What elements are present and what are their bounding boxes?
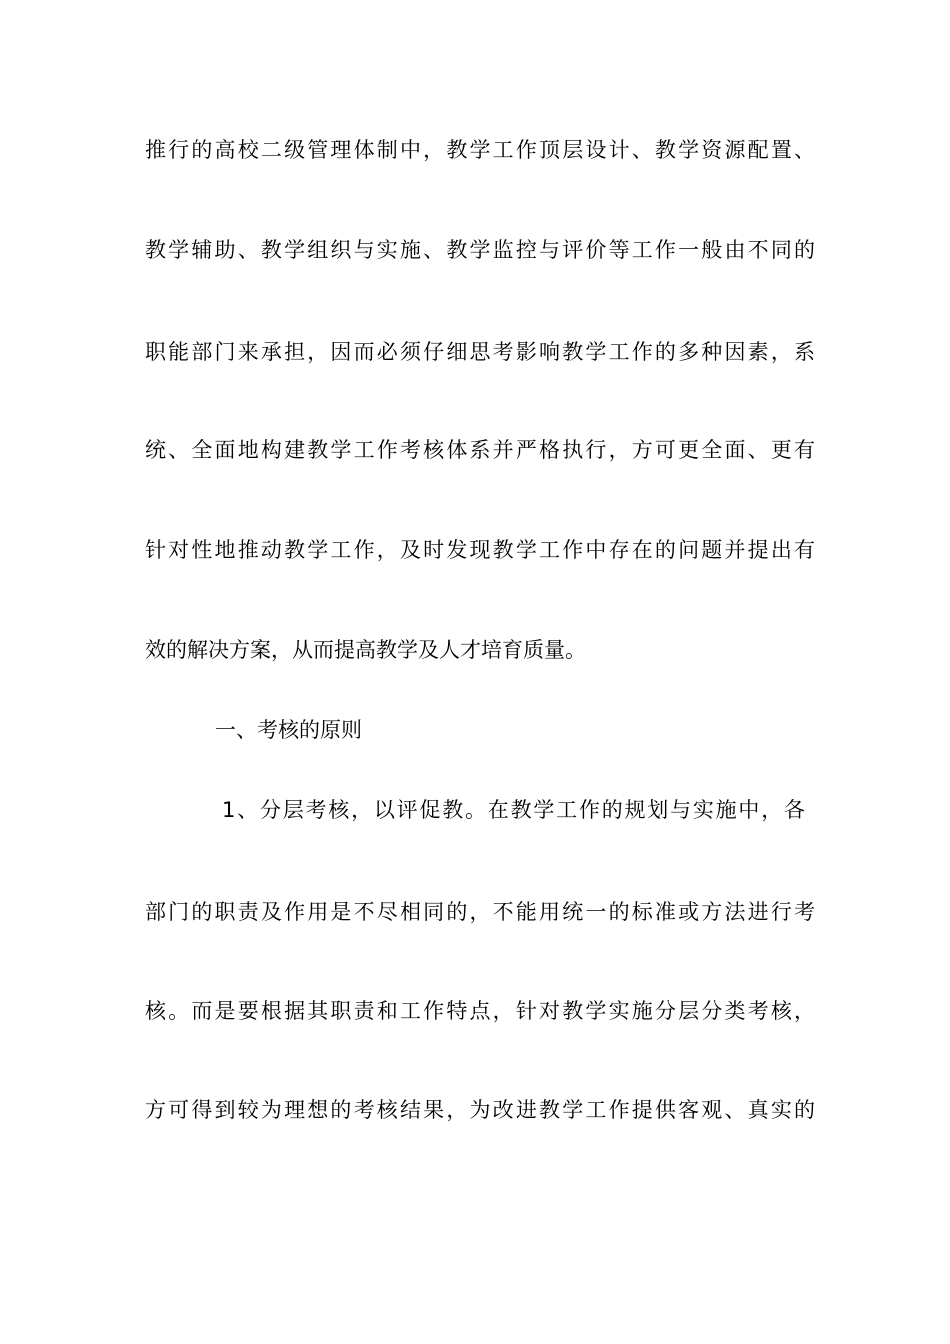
paragraph-line: 统、全面地构建教学工作考核体系并严格执行，方可更全面、更有 [145, 438, 815, 462]
paragraph-line: 教学辅助、教学组织与实施、教学监控与评价等工作一般由不同的 [145, 238, 815, 262]
paragraph-line: 方可得到较为理想的考核结果，为改进教学工作提供客观、真实的 [145, 1098, 815, 1122]
paragraph-line: 效的解决方案，从而提高教学及人才培育质量。 [145, 638, 586, 662]
paragraph-line: 推行的高校二级管理体制中，教学工作顶层设计、教学资源配置、 [145, 138, 815, 162]
paragraph-first-line: 1、分层考核，以评促教。在教学工作的规划与实施中，各 [222, 798, 805, 822]
paragraph-line: 职能部门来承担，因而必须仔细思考影响教学工作的多种因素，系 [145, 340, 815, 364]
section-heading: 一、考核的原则 [215, 718, 362, 742]
paragraph-line: 核。而是要根据其职责和工作特点，针对教学实施分层分类考核， [145, 999, 815, 1023]
paragraph-line: 针对性地推动教学工作，及时发现教学工作中存在的问题并提出有 [145, 538, 815, 562]
paragraph-line: 部门的职责及作用是不尽相同的，不能用统一的标准或方法进行考 [145, 900, 815, 924]
